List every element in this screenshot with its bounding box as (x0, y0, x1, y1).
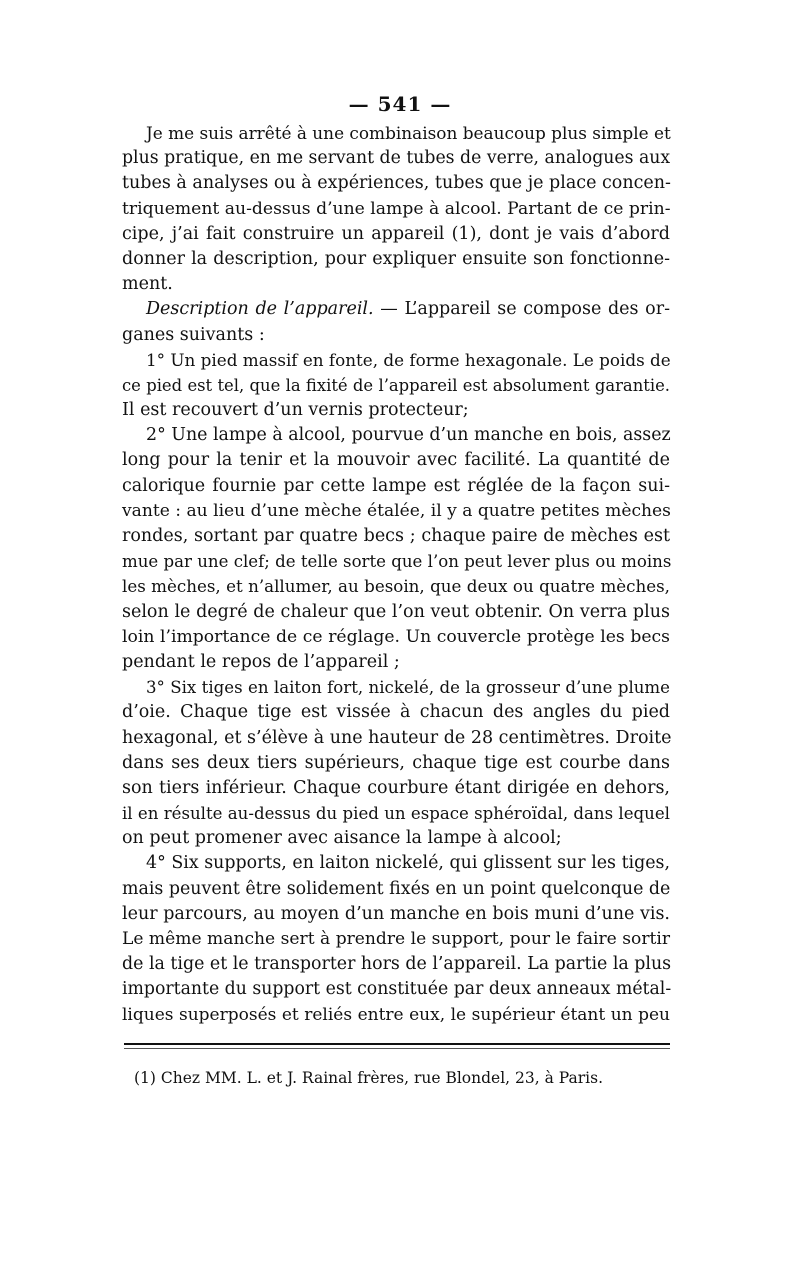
text-line (122, 776, 670, 801)
line-text: selon le degré de chaleur que l’on veut obtenir. On verra plus (122, 601, 670, 622)
text-line (122, 600, 670, 625)
text-line (122, 927, 670, 952)
body-text (122, 121, 670, 1028)
line-text: loin l’importance de ce réglage. Un couvercle protège les becs (122, 626, 670, 647)
line-text: importante du support est constituée par deux anneaux métal- (122, 979, 672, 1000)
text-line (122, 574, 670, 599)
line-text: vante : au lieu d’une mèche étalée, il y a quatre petites mèches (122, 500, 671, 521)
line-text: Le même manche sert à prendre le support, pour le faire sortir (122, 929, 670, 949)
text-line (122, 348, 670, 373)
line-text: mais peuvent être solidement fixés en un point quelconque de (122, 878, 671, 899)
text-line (122, 297, 670, 322)
line-text: on peut promener avec aisance la lampe à alcool; (122, 828, 562, 849)
footnote: (1) Chez MM. L. et J. Rainal frères, rue Blondel, 23, à Paris. (134, 1069, 603, 1087)
line-text: les mèches, et n’allumer, au besoin, que deux ou quatre mèches, (122, 576, 670, 597)
text-line (122, 977, 670, 1002)
text-line (122, 423, 670, 448)
line-text: ganes suivants : (122, 324, 265, 345)
line-text: dans ses deux tiers supérieurs, chaque tige est courbe dans (122, 752, 670, 773)
footnote-rule-thin (124, 1048, 670, 1049)
text-line (122, 902, 670, 927)
line-text: 4° Six supports, en laiton nickelé, qui glissent sur les tiges, (146, 853, 670, 874)
line-text: d’oie. Chaque tige est vissée à chacun des angles du pied (122, 702, 670, 723)
line-text: 1° Un pied massif en fonte, de forme hexagonale. Le poids de (146, 349, 671, 370)
line-text: — L’appareil se compose des or- (373, 299, 670, 320)
text-line (122, 524, 670, 549)
line-text: plus pratique, en me servant de tubes de verre, analogues aux (122, 148, 671, 169)
text-line (122, 801, 670, 826)
text-line (122, 625, 670, 650)
section-heading: Description de l’appareil. (146, 299, 374, 320)
page-number: — 541 — (348, 92, 452, 116)
text-line (122, 146, 670, 171)
line-text: mue par une clef; de telle sorte que l’on peut lever plus ou moins (122, 552, 672, 572)
text-line (122, 197, 670, 222)
text-line (122, 726, 670, 751)
line-text: long pour la tenir et la mouvoir avec facilité. La quantité de (122, 450, 670, 471)
line-text: ment. (122, 274, 173, 295)
text-line (122, 499, 670, 524)
text-line (122, 851, 670, 876)
text-line (122, 247, 670, 272)
line-text: calorique fournie par cette lampe est réglée de la façon sui- (122, 475, 670, 496)
line-text: rondes, sortant par quatre becs ; chaque paire de mèches est (122, 526, 670, 546)
line-text: triquement au-dessus d’une lampe à alcool. Partant de ce prin- (122, 198, 671, 219)
line-text: Je me suis arrêté à une combinaison beaucoup plus simple et (146, 123, 671, 143)
text-line (122, 700, 670, 725)
line-text: hexagonal, et s’élève à une hauteur de 28 centimètres. Droite (122, 727, 672, 748)
line-text: son tiers inférieur. Chaque courbure étant dirigée en dehors, (122, 777, 670, 798)
text-line (122, 549, 670, 574)
text-line (122, 121, 670, 146)
text-line (122, 650, 670, 675)
text-line (122, 1003, 670, 1028)
text-line (122, 877, 670, 902)
text-line (122, 373, 670, 398)
line-text: liques superposés et reliés entre eux, le supérieur étant un peu (122, 1004, 670, 1025)
text-line (122, 826, 670, 851)
text-line (122, 171, 670, 196)
line-text: cipe, j’ai fait construire un appareil (1), dont je vais d’abord (122, 223, 670, 244)
line-text: donner la description, pour expliquer ensuite son fonctionne- (122, 248, 670, 269)
text-line (122, 398, 670, 423)
line-text: Il est recouvert d’un vernis protecteur; (122, 400, 469, 421)
line-text: 3° Six tiges en laiton fort, nickelé, de la grosseur d’une plume (146, 678, 670, 698)
text-line (122, 222, 670, 247)
line-text: 2° Une lampe à alcool, pourvue d’un manche en bois, assez (146, 425, 671, 446)
text-line (122, 323, 670, 348)
line-text: ce pied est tel, que la fixité de l’appareil est absolument garantie. (122, 375, 670, 395)
line-text: pendant le repos de l’appareil ; (122, 651, 400, 672)
text-line (122, 952, 670, 977)
text-line (122, 272, 670, 297)
line-text: de la tige et le transporter hors de l’appareil. La partie la plus (122, 954, 672, 975)
text-line (122, 448, 670, 473)
line-text: tubes à analyses ou à expériences, tubes que je place concen- (122, 173, 671, 194)
line-text: leur parcours, au moyen d’un manche en bois muni d’une vis. (122, 903, 670, 924)
line-text: il en résulte au-dessus du pied un espace sphéroïdal, dans lequel (122, 804, 670, 824)
text-line (122, 474, 670, 499)
footnote-rule (124, 1043, 670, 1045)
text-line (122, 675, 670, 700)
text-line (122, 751, 670, 776)
